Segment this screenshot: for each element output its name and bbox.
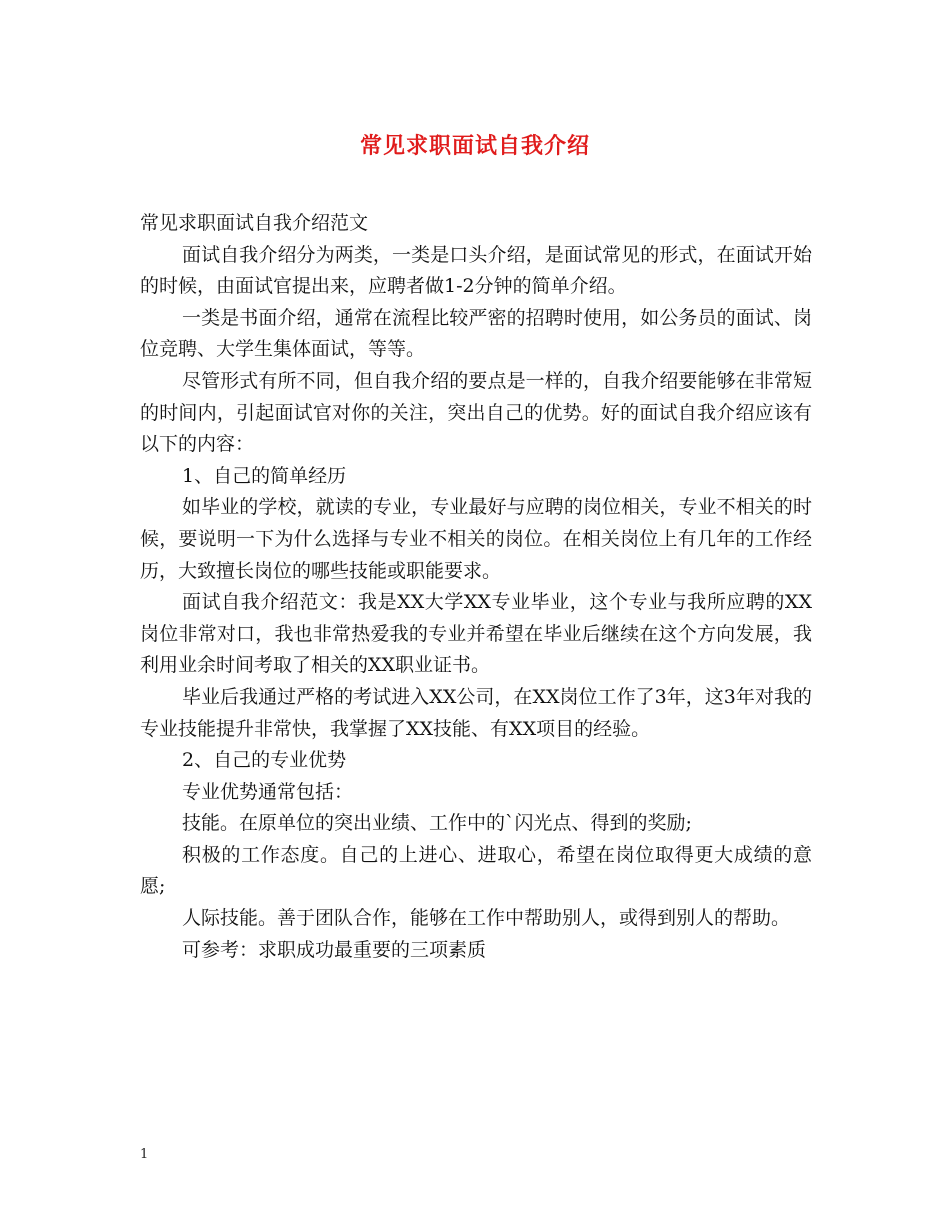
section-heading: 2、自己的专业优势 — [182, 749, 347, 772]
paragraph: 面试自我介绍范文：我是XX大学XX专业毕业，这个专业与我所应聘的XX岗位非常对口，我也非常热爱我的专业并希望在毕业后继续在这个方向发展，我利用业余时间考取了相关的XX职业证书。 — [140, 591, 812, 677]
paragraph: 可参考：求职成功最重要的三项素质 — [182, 938, 487, 961]
paragraph: 毕业后我通过严格的考试进入XX公司，在XX岗位工作了3年，这3年对我的专业技能提升非常快，我掌握了XX技能、有XX项目的经验。 — [140, 685, 812, 740]
paragraph: 专业优势通常包括： — [182, 780, 354, 803]
paragraph: 面试自我介绍分为两类，一类是口头介绍，是面试常见的形式，在面试开始的时候，由面试官提出来，应聘者做1-2分钟的简单介绍。 — [140, 243, 812, 298]
paragraph: 如毕业的学校，就读的专业，专业最好与应聘的岗位相关，专业不相关的时候，要说明一下为什么选择与专业不相关的岗位。在相关岗位上有几年的工作经历，大致擅长岗位的哪些技能或职能要求。 — [140, 496, 812, 582]
document-title: 常见求职面试自我介绍 — [359, 133, 590, 159]
document-subtitle: 常见求职面试自我介绍范文 — [140, 212, 369, 234]
paragraph: 积极的工作态度。自己的上进心、进取心，希望在岗位取得更大成绩的意愿; — [140, 843, 812, 898]
document-body — [140, 208, 812, 966]
paragraph: 技能。在原单位的突出业绩、工作中的`闪光点、得到的奖励; — [182, 812, 692, 835]
paragraph: 一类是书面介绍，通常在流程比较严密的招聘时使用，如公务员的面试、岗位竞聘、大学生集体面试，等等。 — [140, 306, 812, 361]
section-heading: 1、自己的简单经历 — [182, 464, 347, 487]
paragraph: 尽管形式有所不同，但自我介绍的要点是一样的，自我介绍要能够在非常短的时间内，引起面试官对你的关注，突出自己的优势。好的面试自我介绍应该有以下的内容： — [140, 369, 812, 456]
paragraph: 人际技能。善于团队合作，能够在工作中帮助别人，或得到别人的帮助。 — [182, 907, 791, 930]
page-number: 1 — [140, 1147, 149, 1162]
